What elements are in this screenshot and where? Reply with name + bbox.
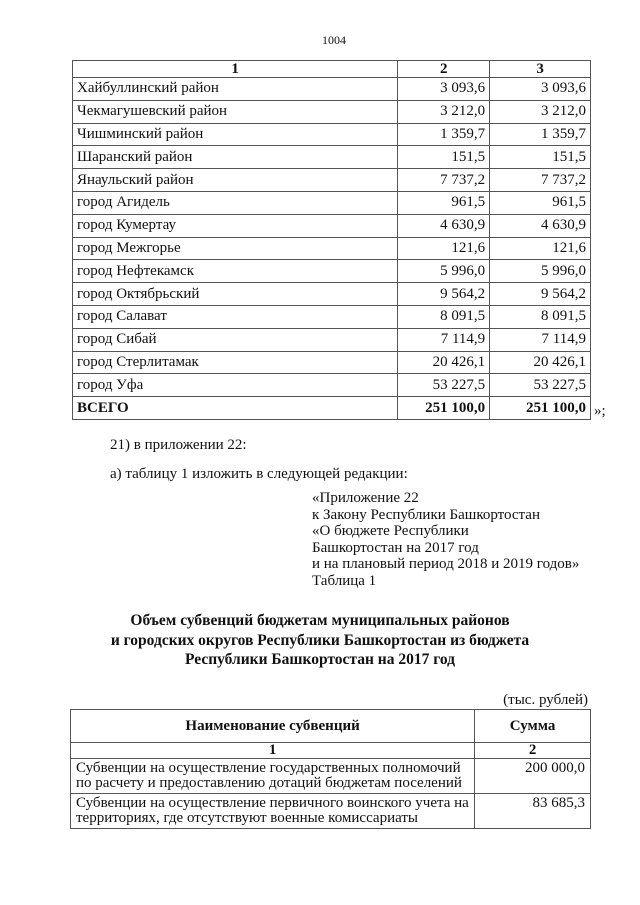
table-cell: ВСЕГО (73, 397, 398, 420)
table-cell: 7 114,9 (490, 328, 591, 351)
appendix-line: «Приложение 22 (312, 490, 419, 506)
table-cell: 151,5 (398, 146, 490, 169)
page-number: 1004 (322, 33, 346, 47)
paragraph: а) таблицу 1 изложить в следующей редакции: (110, 466, 408, 482)
table-row (71, 794, 591, 829)
table-cell: 7 737,2 (398, 169, 490, 192)
table-cell: 5 996,0 (490, 260, 591, 283)
table-cell: 961,5 (490, 191, 591, 214)
table-cell: Субвенции на осуществление государственных полномочий по расчету и предоставлению дотаций бюджетам поселений (71, 759, 475, 794)
table-cell: 3 212,0 (490, 100, 591, 123)
appendix-line: «О бюджете Республики (312, 523, 469, 539)
table-cell: город Стерлитамак (73, 351, 398, 374)
title-line: и городских округов Республики Башкортостан из бюджета (110, 631, 530, 649)
table-cell: 121,6 (398, 237, 490, 260)
table-cell: 5 996,0 (398, 260, 490, 283)
table-header-row (71, 710, 591, 743)
table-cell: 3 093,6 (490, 78, 591, 101)
table-cell: город Сибай (73, 328, 398, 351)
header-cell: 2 (475, 743, 591, 759)
table-cell: 7 114,9 (398, 328, 490, 351)
header-cell: 1 (71, 743, 475, 759)
table-cell: 20 426,1 (398, 351, 490, 374)
table-cell: Субвенции на осуществление первичного воинского учета на территориях, где отсутствуют военные комиссариаты (71, 794, 475, 829)
header-cell: 3 (490, 61, 591, 78)
header-cell: 1 (73, 61, 398, 78)
table-cell: 1 359,7 (398, 123, 490, 146)
table-cell: Хайбуллинский район (73, 78, 398, 101)
table-cell: 8 091,5 (490, 305, 591, 328)
table-cell: город Салават (73, 305, 398, 328)
table-cell: 961,5 (398, 191, 490, 214)
appendix-line: Таблица 1 (312, 572, 377, 589)
table-cell: 9 564,2 (398, 283, 490, 306)
appendix-heading (312, 490, 579, 589)
table-cell: 4 630,9 (398, 214, 490, 237)
units-label: (тыс. рублей) (503, 692, 588, 708)
table-cell: 53 227,5 (490, 374, 591, 397)
table-cell: Чишминский район (73, 123, 398, 146)
header-cell: Наименование субвенций (71, 710, 475, 743)
table-cell: 83 685,3 (475, 794, 591, 829)
table-cell: 151,5 (490, 146, 591, 169)
table-row (73, 260, 591, 283)
header-cell: Сумма (475, 710, 591, 743)
table-cell: 8 091,5 (398, 305, 490, 328)
total-row (73, 397, 591, 420)
table-cell: 200 000,0 (475, 759, 591, 794)
table-cell: 9 564,2 (490, 283, 591, 306)
table-row (73, 305, 591, 328)
table-row (73, 191, 591, 214)
table-cell: 3 093,6 (398, 78, 490, 101)
table-row (73, 146, 591, 169)
column-number-row (71, 743, 591, 759)
table-cell: 251 100,0 (490, 397, 591, 420)
table-row (73, 374, 591, 397)
appendix-line: к Закону Республики Башкортостан (312, 506, 540, 523)
table-row (71, 759, 591, 794)
table-row (73, 214, 591, 237)
table-row (73, 169, 591, 192)
table-row (73, 78, 591, 101)
table-cell: город Нефтекамск (73, 260, 398, 283)
table-row (73, 237, 591, 260)
table-cell: Чекмагушевский район (73, 100, 398, 123)
table-cell: город Агидель (73, 191, 398, 214)
table-row (73, 351, 591, 374)
closing-quote: »; (594, 403, 606, 419)
subventions-table (70, 709, 591, 829)
table-cell: 121,6 (490, 237, 591, 260)
districts-table (72, 60, 591, 420)
table-row (73, 100, 591, 123)
table-cell: 3 212,0 (398, 100, 490, 123)
table-cell: 4 630,9 (490, 214, 591, 237)
table-row (73, 328, 591, 351)
table-title (0, 611, 640, 670)
table-cell: 20 426,1 (490, 351, 591, 374)
table-cell: 7 737,2 (490, 169, 591, 192)
table-cell: город Кумертау (73, 214, 398, 237)
table-cell: Шаранский район (73, 146, 398, 169)
table-row (73, 283, 591, 306)
appendix-line: и на плановый период 2018 и 2019 годов» (312, 556, 580, 572)
table-header-row (73, 61, 591, 78)
paragraph: 21) в приложении 22: (110, 437, 247, 453)
table-cell: город Межгорье (73, 237, 398, 260)
title-line: Объем субвенций бюджетам муниципальных районов (130, 612, 510, 629)
header-cell: 2 (398, 61, 490, 78)
table-cell: 1 359,7 (490, 123, 591, 146)
table-cell: город Уфа (73, 374, 398, 397)
table-cell: Янаульский район (73, 169, 398, 192)
table-cell: 251 100,0 (398, 397, 490, 420)
title-line: Республики Башкортостан на 2017 год (184, 651, 456, 668)
table-cell: 53 227,5 (398, 374, 490, 397)
appendix-line: Башкортостан на 2017 год (312, 539, 479, 556)
table-row (73, 123, 591, 146)
table-cell: город Октябрьский (73, 283, 398, 306)
